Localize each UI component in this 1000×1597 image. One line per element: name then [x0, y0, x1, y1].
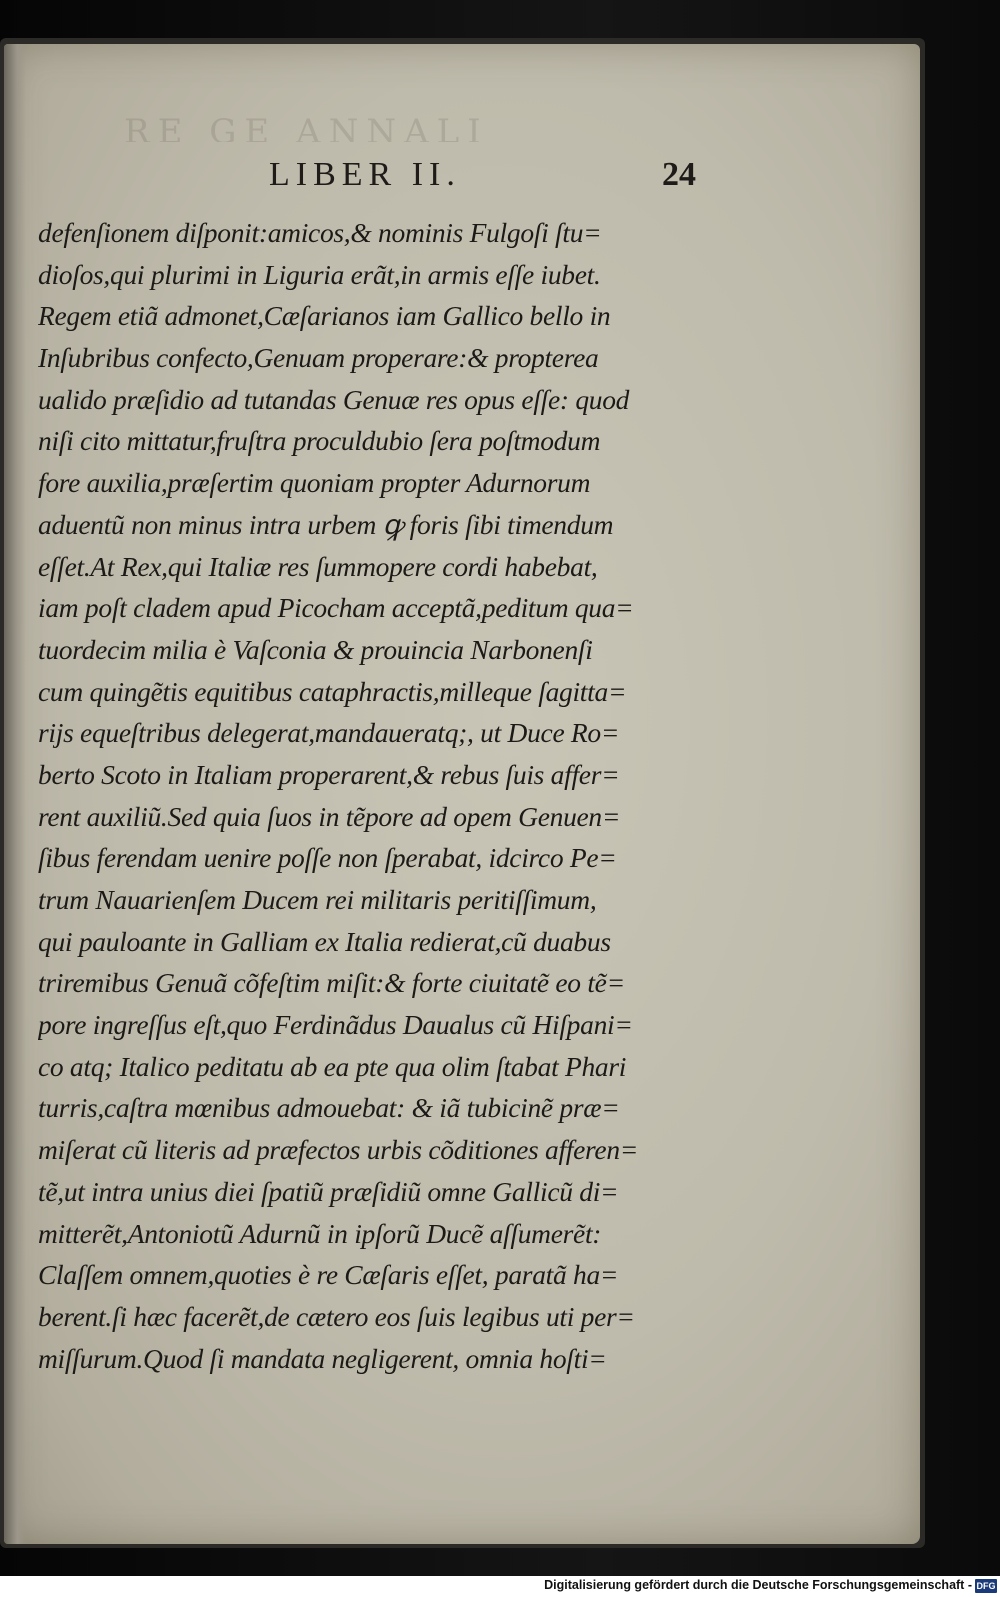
- text-line: miſerat cũ literis ad præfectos urbis cõditiones afferen=: [38, 1134, 639, 1166]
- text-line: cum quingẽtis equitibus cataphractis,milleque ſagitta=: [38, 675, 627, 707]
- text-line: defenſionem diſponit:amicos,& nominis Fulgoſi ſtu=: [38, 217, 602, 248]
- text-line: rijs equeſtribus delegerat,mandaueratq;, ut Duce Ro=: [38, 717, 620, 749]
- text-line: fore auxilia,præſertim quoniam propter Adurnorum: [38, 467, 591, 499]
- text-line: rent auxiliũ.Sed quia ſuos in tẽpore ad opem Genuen=: [38, 800, 621, 832]
- text-line: dioſos,qui plurimi in Liguria erãt,in armis eſſe iubet.: [38, 258, 601, 290]
- text-line: tẽ,ut intra unius diei ſpatiũ præſidiũ omne Gallicũ di=: [38, 1175, 619, 1207]
- body-text: [38, 212, 708, 1379]
- text-line: turris,caſtra mœnibus admouebat: & iã tubicinẽ præ=: [38, 1092, 620, 1124]
- text-line: tuordecim milia è Vaſconia & prouincia Narbonenſi: [38, 633, 593, 665]
- text-line: triremibus Genuã cõfeſtim miſit:& forte ciuitatẽ eo tẽ=: [38, 967, 625, 999]
- text-line: qui pauloante in Galliam ex Italia redierat,cũ duabus: [38, 925, 611, 957]
- text-line: iam poſt cladem apud Picocham acceptã,peditum qua=: [38, 592, 634, 624]
- text-line: miſſurum.Quod ſi mandata negligerent, omnia hoſti=: [38, 1342, 607, 1374]
- bleed-through-text: RE GE ANNALI: [124, 112, 489, 142]
- text-line: eſſet.At Rex,qui Italiæ res ſummopere cordi habebat,: [38, 550, 598, 582]
- running-head: LIBER II.: [269, 156, 461, 193]
- text-line: ualido præſidio ad tutandas Genuæ res opus eſſe: quod: [38, 383, 630, 415]
- text-line: pore ingreſſus eſt,quo Ferdinãdus Daualus cũ Hiſpani=: [38, 1009, 633, 1041]
- text-line: aduentũ non minus intra urbem ꝙ foris ſibi timendum: [38, 508, 614, 540]
- text-line: ſibus ferendam uenire poſſe non ſperabat, idcirco Pe=: [38, 842, 617, 874]
- funding-credit: Digitalisierung gefördert durch die Deutsche Forschungsgemeinschaft -: [544, 1578, 972, 1592]
- text-line: Inſubribus confecto,Genuam properare:& propterea: [38, 342, 599, 374]
- text-line: niſi cito mittatur,fruſtra proculdubio ſera poſtmodum: [38, 425, 601, 457]
- digitization-footer: [0, 1576, 1000, 1597]
- page-header: [4, 156, 920, 196]
- text-line: trum Nauarienſem Ducem rei militaris peritiſſimum,: [38, 884, 597, 915]
- page-binding: [4, 44, 26, 1544]
- dfg-logo: DFG: [976, 1581, 996, 1591]
- text-line: co atq; Italico peditatu ab ea pte qua olim ſtabat Phari: [38, 1050, 627, 1082]
- text-line: berto Scoto in Italiam properarent,& rebus ſuis affer=: [38, 758, 620, 790]
- page-number: 24: [662, 156, 696, 193]
- text-line: Regem etiã admonet,Cæſarianos iam Gallico bello in: [38, 300, 611, 332]
- book-page: [4, 44, 920, 1544]
- text-line: mitterẽt,Antoniotũ Adurnũ in ipſorũ Ducẽ aſſumerẽt:: [38, 1217, 602, 1249]
- text-line: Claſſem omnem,quoties è re Cæſaris eſſet, paratã ha=: [38, 1259, 619, 1291]
- text-line: berent.ſi hæc facerẽt,de cætero eos ſuis legibus uti per=: [38, 1300, 635, 1332]
